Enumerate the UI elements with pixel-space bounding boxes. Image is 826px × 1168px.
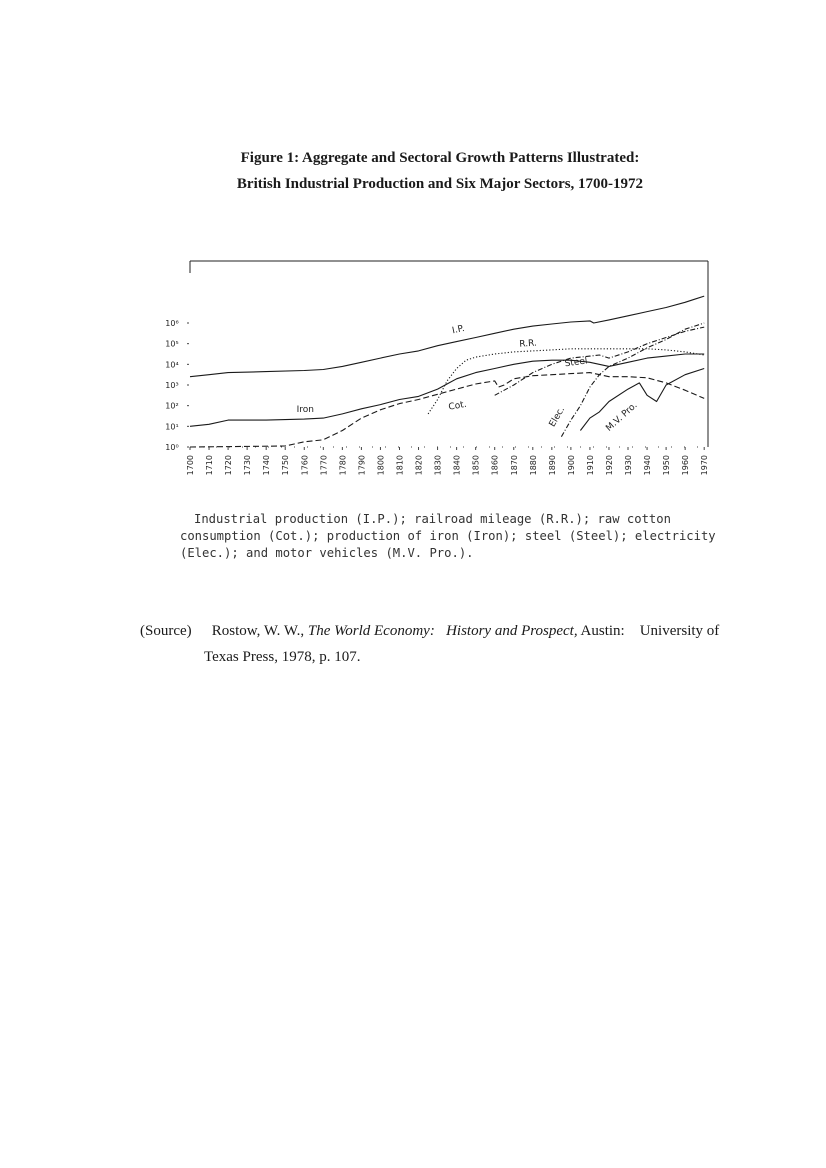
x-tick-label: 1870	[509, 455, 519, 476]
x-tick-label: 1810	[395, 455, 405, 476]
x-tick-label: 1900	[566, 455, 576, 476]
x-tick-label: 1730	[243, 455, 253, 476]
x-tick-label: 1760	[300, 455, 310, 476]
series-line-steel	[495, 327, 705, 395]
x-tick-label: 1700	[186, 455, 195, 476]
y-tick-label: 10⁵	[165, 339, 179, 349]
series-labels	[297, 324, 640, 434]
y-tick-label: 10¹	[165, 422, 179, 432]
x-tick-label: 1930	[624, 455, 634, 476]
x-tick-label: 1720	[224, 455, 234, 476]
y-tick-label: 10²	[165, 401, 179, 411]
figure-title: Figure 1: Aggregate and Sectoral Growth Patterns Illustrated:	[240, 150, 640, 166]
source-author: Rostow, W. W.,	[211, 623, 305, 639]
source-publisher-1: Austin:	[580, 623, 625, 639]
x-tick-label: 1830	[433, 455, 443, 476]
plot-frame	[190, 261, 708, 447]
y-tick-label: 10⁰	[165, 443, 179, 452]
x-tick-label: 1910	[585, 455, 595, 476]
x-tick-label: 1820	[414, 455, 424, 476]
x-tick-label: 1710	[205, 455, 215, 476]
y-axis	[165, 319, 189, 452]
caption-line: consumption (Cot.); production of iron (Iron); steel (Steel); electricity	[180, 529, 716, 543]
source-line-2: Texas Press, 1978, p. 107.	[204, 649, 361, 665]
source-work-title: The World Economy:	[307, 623, 435, 639]
series-label: Steel	[564, 356, 589, 370]
x-tick-label: 1740	[262, 455, 272, 476]
source-citation	[140, 618, 760, 670]
y-tick-label: 10⁶	[165, 319, 179, 328]
series-line-elec	[561, 323, 704, 437]
x-tick-label: 1850	[471, 455, 481, 476]
y-tick-label: 10⁴	[165, 360, 179, 370]
x-tick-label: 1750	[281, 455, 291, 476]
series-line-i-p	[190, 296, 704, 377]
x-tick-label: 1950	[662, 454, 672, 476]
x-tick-label: 1790	[357, 455, 367, 476]
x-tick-label: 1860	[490, 455, 500, 476]
series-label: M.V. Pro.	[604, 400, 640, 434]
source-work-subtitle: History and Prospect,	[446, 623, 578, 639]
x-tick-label: 1840	[452, 455, 462, 476]
series-label: R.R.	[518, 338, 538, 350]
x-tick-label: 1970	[700, 455, 710, 476]
series-label: Cot.	[447, 399, 468, 413]
x-tick-label: 1920	[604, 455, 614, 476]
y-tick-label: 10³	[165, 381, 179, 390]
x-tick-label: 1780	[338, 455, 348, 476]
x-tick-label: 1940	[643, 455, 653, 476]
source-publisher-2: University of	[639, 623, 720, 639]
caption-line: Industrial production (I.P.); railroad mileage (R.R.); raw cotton	[194, 512, 671, 526]
x-tick-label: 1960	[681, 455, 691, 476]
x-axis	[186, 447, 709, 475]
source-line-1	[140, 618, 760, 644]
figure-caption	[180, 511, 716, 562]
series-label: Iron	[296, 404, 315, 415]
x-tick-label: 1890	[547, 455, 557, 476]
figure-subtitle: British Industrial Production and Six Major Sectors, 1700-1972	[236, 176, 644, 192]
caption-line: (Elec.); and motor vehicles (M.V. Pro.).	[180, 546, 474, 560]
growth-chart	[160, 248, 720, 488]
series-layer	[190, 296, 704, 447]
x-tick-label: 1880	[528, 455, 538, 476]
x-tick-label: 1770	[319, 455, 329, 476]
series-label: Elec.	[547, 405, 568, 429]
x-tick-label: 1800	[376, 455, 386, 476]
source-label: (Source)	[140, 623, 192, 639]
series-label: I.P.	[451, 323, 466, 337]
